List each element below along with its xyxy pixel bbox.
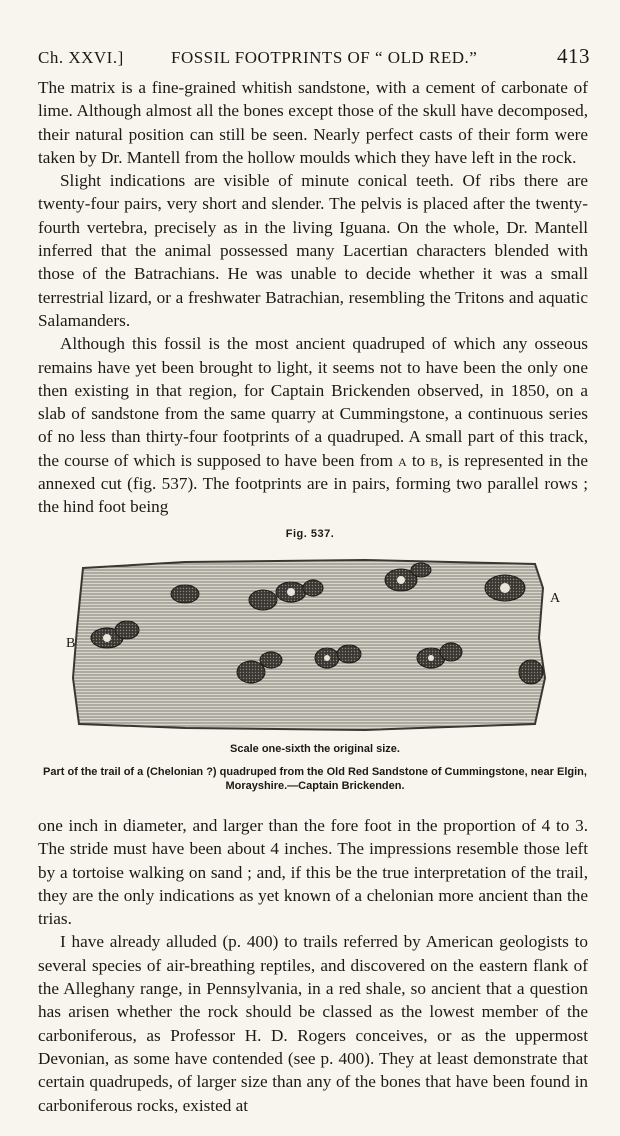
track-start-label-b: B [66, 636, 76, 651]
track-label-b: b [430, 450, 439, 470]
figure-number: Fig. 537. [285, 528, 335, 540]
footprint-slab-illustration [65, 548, 555, 738]
footprint [171, 585, 199, 603]
paragraph-teeth: Slight indications are visible of minute conical teeth. Of ribs there are twenty-four pairs, very short and slender. The pelvis is placed after the twenty-fourth vertebra, precisely as in the living Iguana. On the whole, Dr. Mantell inferred that the animal possessed many Lacertian characters blended with those of the Batrachians. He was unable to decide whether it was a small terrestrial lizard, or a freshwater Batrachian, resembling the Tritons and aquatic Salamanders. [38, 171, 588, 330]
footprint [337, 645, 361, 663]
paragraph-footprints-part2: , is represented in the annexed cut (fig. 537). The footprints are in pairs, forming two parallel rows ; the hind foot being [38, 450, 588, 517]
body-text-lower [38, 814, 588, 1117]
paragraph-footprints [38, 332, 588, 518]
paragraph-stride: one inch in diameter, and larger than the fore foot in the proportion of 4 to 3. The stride must have been about 4 inches. The impressions resemble those left by a tortoise walking on sand ; and, if this be the true interpretation of the trail, they are the only indications as yet known of a chelonian more ancient than the trias. [38, 816, 588, 929]
figure-caption: Part of the trail of a (Chelonian ?) quadruped from the Old Red Sandstone of Cummingstone, near Elgin, Morayshire.—Captain Brickenden. [43, 766, 587, 792]
footprint [440, 643, 462, 661]
chapter-reference: Ch. XXVI.] [38, 48, 124, 67]
track-end-label-a: A [550, 591, 561, 606]
running-header [38, 44, 590, 74]
footprint [260, 652, 282, 668]
footprint [115, 621, 139, 639]
paragraph-footprints-to: to [406, 450, 431, 470]
paragraph-matrix: The matrix is a fine-grained whitish sandstone, with a cement of carbonate of lime. Although almost all the bones except those of the skull have decomposed, their natural position can still be seen. Nearly perfect casts of their form were taken by Dr. Mantell from the hollow moulds which they have left in the rock. [38, 78, 588, 167]
footprint [519, 660, 543, 684]
footprint [237, 661, 265, 683]
running-title: FOSSIL FOOTPRINTS OF “ OLD RED.” [171, 48, 478, 67]
paragraph-footprints-part1: Although this fossil is the most ancient quadruped of which any osseous remains have yet been brought to light, it seems not to have been the only one then existing in that region, for Captain Brickenden observed, in 1850, on a slab of sandstone from the same quarry at Cummingstone, a continuous series of no less than thirty-four footprints of a quadruped. A small part of this track, the course of which is supposed to have been from [38, 334, 588, 470]
footprint [411, 563, 431, 577]
scale-caption: Scale one-sixth the original size. [230, 743, 400, 755]
paragraph-american-trails: I have already alluded (p. 400) to trails referred by American geologists to several species of air-breathing reptiles, and discovered on the eastern flank of the Alleghany range, in Pennsylvania, in a red shale, so ancient that a question has arisen whether the rock should be classed as the lowest member of the carboniferous, as Professor H. D. Rogers conceives, or as the uppermost Devonian, as some have contended (see p. 400). They at least demonstrate that certain quadrupeds, of larger size than any of the bones that have been found in carboniferous rocks, existed at [38, 932, 588, 1115]
page-number: 413 [557, 44, 590, 68]
track-label-a: a [398, 450, 407, 470]
footprint [249, 590, 277, 610]
footprint [303, 580, 323, 596]
body-text-upper [38, 76, 588, 519]
